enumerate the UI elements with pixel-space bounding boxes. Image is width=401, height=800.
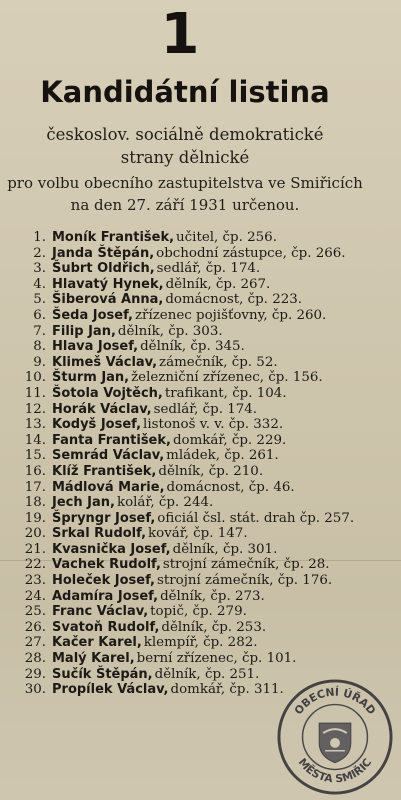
candidate-name: Šturm Jan,	[52, 370, 130, 386]
candidate-details: dělník, čp. 303.	[117, 323, 223, 339]
candidate-details: oficiál čsl. stát. drah čp. 257.	[157, 510, 355, 526]
candidate-details: železniční zřízenec, čp. 156.	[131, 370, 323, 386]
party-name-line1: českoslov. sociálně demokratické	[46, 125, 324, 144]
candidate-details: kovář, čp. 147.	[148, 526, 248, 542]
candidate-row	[10, 480, 395, 496]
election-purpose: pro volbu obecního zastupitelstva ve Smiřicích	[7, 174, 363, 192]
election-date: na den 27. září 1931 určenou.	[70, 196, 300, 214]
candidate-row	[10, 370, 395, 386]
candidate-row	[10, 386, 395, 402]
candidate-row	[10, 277, 395, 293]
candidate-details: dělník, čp. 273.	[160, 588, 265, 604]
candidate-row	[10, 526, 395, 542]
candidate-number: 4.	[33, 276, 46, 292]
candidate-row	[10, 355, 395, 371]
candidate-number: 28.	[24, 651, 46, 667]
candidate-name: Semrád Václav,	[52, 448, 165, 464]
candidate-row	[10, 589, 395, 605]
candidate-number: 13.	[24, 417, 46, 433]
candidate-name: Kačer Karel,	[52, 635, 142, 651]
candidate-name: Malý Karel,	[52, 651, 135, 667]
candidate-details: sedlář, čp. 174.	[153, 401, 258, 417]
candidate-number: 1.	[33, 230, 46, 245]
candidate-number: 2.	[33, 245, 46, 261]
stamp-top-text: OBECNÍ ÚŘAD	[291, 685, 379, 718]
candidate-row	[10, 651, 395, 667]
candidate-details: trafikant, čp. 104.	[164, 385, 287, 401]
candidate-name: Šeda Josef,	[52, 307, 133, 323]
candidate-name: Horák Václav,	[52, 401, 152, 417]
candidate-name: Kvasnička Josef,	[52, 541, 171, 557]
candidate-number: 19.	[24, 510, 46, 526]
candidate-name: Fanta František,	[52, 432, 171, 448]
candidate-number: 21.	[24, 541, 46, 557]
candidate-details: dělník, čp. 251.	[154, 666, 260, 682]
candidate-name: Moník František,	[52, 230, 175, 245]
candidate-details: listonoš v. v. čp. 332.	[143, 417, 284, 433]
candidate-details: zřízenec pojišťovny, čp. 260.	[135, 307, 327, 323]
candidate-details: učitel, čp. 256.	[176, 230, 277, 245]
candidate-number: 17.	[24, 479, 46, 495]
candidate-name: Filip Jan,	[52, 323, 116, 339]
list-number: 1	[160, 2, 200, 67]
candidate-number: 11.	[24, 385, 46, 401]
candidate-row	[10, 308, 395, 324]
document-title: Kandidátní listina	[40, 75, 330, 109]
candidate-details: dělník, čp. 345.	[140, 339, 245, 355]
candidate-name: Sučík Štěpán,	[52, 666, 153, 682]
candidate-row	[10, 292, 395, 308]
candidate-number: 7.	[33, 323, 46, 339]
candidate-name: Svatoň Rudolf,	[52, 619, 160, 635]
candidate-name: Klimeš Václav,	[52, 354, 158, 370]
candidate-details: strojní zámečník, čp. 28.	[162, 557, 330, 573]
candidate-name: Šiberová Anna,	[52, 292, 164, 308]
stamp-bottom-text: MĚSTA SMIŘIC	[295, 755, 375, 786]
candidate-row	[10, 557, 395, 573]
candidate-name: Kodyš Josef,	[52, 417, 142, 433]
candidate-number: 26.	[24, 619, 46, 635]
candidate-row	[10, 324, 395, 340]
candidate-number: 5.	[33, 292, 46, 308]
candidate-number: 9.	[33, 354, 46, 370]
candidate-number: 18.	[24, 495, 46, 511]
candidate-row	[10, 230, 395, 246]
candidate-row	[10, 261, 395, 277]
candidate-number: 27.	[24, 635, 46, 651]
candidate-details: mládek, čp. 261.	[166, 448, 279, 464]
candidate-row	[10, 542, 395, 558]
candidate-details: sedlář, čp. 174.	[156, 261, 261, 277]
candidate-row	[10, 339, 395, 355]
candidate-details: dělník, čp. 210.	[158, 463, 264, 479]
candidate-row	[10, 620, 395, 636]
candidate-name: Hlavatý Hynek,	[52, 276, 164, 292]
candidate-number: 15.	[24, 448, 46, 464]
candidate-list	[10, 230, 395, 698]
candidate-name: Šotola Vojtěch,	[52, 385, 163, 401]
candidate-name: Srkal Rudolf,	[52, 526, 147, 542]
candidate-details: berní zřízenec, čp. 101.	[136, 651, 297, 667]
municipal-stamp	[276, 678, 394, 796]
candidate-row	[10, 417, 395, 433]
candidate-details: domkář, čp. 311.	[170, 682, 284, 698]
candidate-name: Propílek Václav,	[52, 682, 169, 698]
candidate-details: dělník, čp. 267.	[165, 276, 271, 292]
candidate-name: Janda Štěpán,	[52, 245, 155, 261]
coat-of-arms-icon	[319, 723, 350, 762]
candidate-name: Franc Václav,	[52, 604, 149, 620]
candidate-number: 14.	[24, 432, 46, 448]
candidate-details: topič, čp. 279.	[150, 604, 247, 620]
candidate-name: Klíž František,	[52, 463, 157, 479]
candidate-details: obchodní zástupce, čp. 266.	[156, 245, 346, 261]
candidate-number: 29.	[24, 666, 46, 682]
candidate-row	[10, 448, 395, 464]
candidate-number: 12.	[24, 401, 46, 417]
candidate-name: Mádlová Marie,	[52, 479, 165, 495]
candidate-details: domácnost, čp. 223.	[165, 292, 303, 308]
candidate-row	[10, 464, 395, 480]
candidate-number: 8.	[33, 339, 46, 355]
candidate-row	[10, 635, 395, 651]
candidate-row	[10, 604, 395, 620]
candidate-number: 25.	[24, 604, 46, 620]
candidate-name: Vachek Rudolf,	[52, 557, 161, 573]
candidate-name: Holeček Josef,	[52, 573, 155, 589]
candidate-number: 20.	[24, 526, 46, 542]
candidate-name: Jech Jan,	[52, 495, 115, 511]
candidate-details: domácnost, čp. 46.	[166, 479, 295, 495]
candidate-details: dělník, čp. 301.	[172, 541, 278, 557]
candidate-row	[10, 246, 395, 262]
candidate-details: dělník, čp. 253.	[161, 619, 267, 635]
candidate-details: domkář, čp. 229.	[172, 432, 287, 448]
candidate-number: 23.	[24, 573, 46, 589]
candidate-number: 16.	[24, 463, 46, 479]
candidate-number: 3.	[33, 261, 46, 277]
party-name-line2: strany dělnické	[120, 148, 250, 167]
candidate-details: zámečník, čp. 52.	[159, 354, 278, 370]
candidate-name: Špryngr Josef,	[52, 510, 156, 526]
candidate-name: Adamíra Josef,	[52, 588, 159, 604]
candidate-number: 10.	[24, 370, 46, 386]
candidate-number: 30.	[24, 682, 46, 698]
candidate-row	[10, 511, 395, 527]
candidate-details: kolář, čp. 244.	[116, 495, 214, 511]
candidate-row	[10, 402, 395, 418]
candidate-number: 24.	[24, 588, 46, 604]
candidate-details: klempíř, čp. 282.	[143, 635, 258, 651]
candidate-details: strojní zámečník, čp. 176.	[156, 573, 333, 589]
candidate-row	[10, 573, 395, 589]
candidate-number: 6.	[33, 307, 46, 323]
candidate-row	[10, 433, 395, 449]
candidate-name: Hlava Josef,	[52, 339, 139, 355]
candidate-number: 22.	[24, 557, 46, 573]
candidate-row	[10, 495, 395, 511]
candidate-name: Šubrt Oldřich,	[52, 261, 155, 277]
